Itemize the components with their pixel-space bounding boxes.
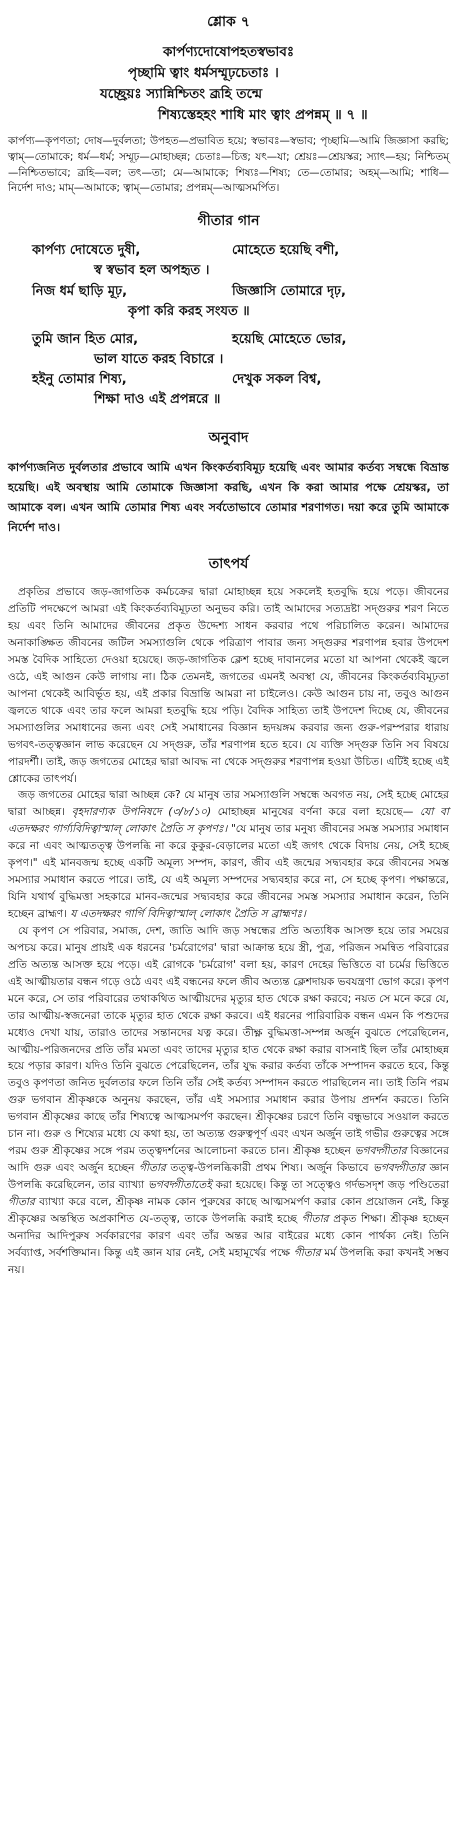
song-text: তুমি জান হিত মোর,	[32, 331, 139, 347]
purport-text-span: মর্ম উপলব্ধি করা কখনই সম্ভব নয়।	[8, 1246, 449, 1276]
song-line	[32, 302, 449, 322]
song-line	[32, 390, 449, 410]
book-title: ভগবদ্গীতার	[373, 1162, 425, 1175]
sanskrit-quote: যো বা এতদক্ষরং গার্গ্যবিদিত্বাস্মাল্ লোকাৎ প্রৈতি স কৃপণঃ।	[8, 806, 449, 836]
song-text: নিজ ধর্ম ছাড়ি মূঢ়,	[32, 283, 128, 299]
verse-line-4: শিষ্যস্তেহহং শাধি মাং ত্বাং প্রপন্নম্ ॥ ৭ ॥	[158, 106, 368, 123]
book-title: ভগবদ্গীতার	[354, 1145, 407, 1158]
verse-line-1: কার্পণ্যদোষোপহতস্বভাবঃ	[162, 44, 295, 60]
verse-line-3: যচ্ছ্রেয়ঃ স্যান্নিশ্চিতং ব্রূহি তন্মে	[100, 85, 263, 102]
book-title: ভগবদ্গীতাতেই	[148, 1179, 212, 1191]
song-text: দেখুক সকল বিশ্ব,	[232, 372, 322, 388]
song-line	[32, 282, 449, 302]
song-line	[32, 330, 449, 350]
purport-text-span: "যে মানুষ তার মনুষ্য জীবনের সমস্ত সমস্যার সমাধান করে না এবং আত্মতত্ত্ব উপলব্ধি না করে কুকুর-বেড়ালের মতো এই জগৎ থেকে বিদায় নেয়, সেই হচ্ছে কৃপণ।" এই মানবজন্ম হচ্ছে একটি অমূল্য সম্পদ, কারণ, জীব এই জন্মের সদ্ব্যবহার করে জীবনের সমস্ত সমস্যার সমাধান করতে পারে। তাই, যে এই অমূল্য সম্পদের সদ্ব্যবহার করে না, সে হচ্ছে কৃপণ। পক্ষান্তরে, যিনি যথার্থ বুদ্ধিমত্তা সহকারে মানব-জন্মের সদ্ব্যবহার করে জীবনের সমস্ত সমস্যার সমাধান করেন, তিনি হচ্ছেন ব্রাহ্মণ।	[8, 823, 449, 920]
song-line	[32, 370, 449, 390]
song-heading: গীতার গান	[197, 213, 260, 230]
purport-text-span: বিজ্ঞানের আদি গুরু এবং অর্জুন হচ্ছেন	[8, 1145, 449, 1175]
verse-number: শ্লোক ৭	[207, 14, 250, 30]
book-title: গীতার	[293, 1246, 321, 1259]
song-line	[32, 350, 449, 370]
song-text: ভাল যাতে করহ বিচারে ।	[94, 352, 224, 368]
purport-text-span: জড় জগতের মোহের দ্বারা আচ্ছন্ন কে? যে মানুষ তার সমস্যাগুলি সম্বন্ধে অবগত নয়, সেই হচ্ছে মোহের দ্বারা আচ্ছন্ন।	[8, 789, 449, 819]
song-text: হইনু তোমার শিষ্য,	[32, 372, 127, 388]
scripture-reference: বৃহদারণ্যক উপনিষদে (৩/৮/১০)	[71, 806, 212, 819]
song-text: কার্পণ্য দোষেতে দুষী,	[32, 243, 141, 259]
song-line	[32, 241, 449, 261]
purport-text-span: মোহাচ্ছন্ন মানুষের বর্ণনা করে বলা হয়েছে—	[217, 806, 414, 819]
sanskrit-verse	[8, 42, 449, 126]
song-text: মোহেতে হয়েছি বশী,	[232, 243, 340, 259]
sanskrit-quote: য এতদক্ষরং গার্গি বিদিত্বাস্মাল্ লোকাৎ প্রৈতি স ব্রাহ্মণঃ।	[70, 908, 306, 920]
purport-text-span: তত্ত্ব-উপলব্ধিকারী প্রথম শিষ্য। অর্জুন কিভাবে	[170, 1162, 369, 1175]
song-line	[32, 261, 449, 281]
book-title: গীতার	[301, 1212, 329, 1225]
purport-text-span: জ্ঞান উপলব্ধি করেছিলেন, তার ব্যাখ্যা	[8, 1162, 449, 1191]
purport-text-span: প্রকৃত শিক্ষা। শ্রীকৃষ্ণ হচ্ছেন অনাদির আদিপুরুষ সর্বকারণের কারণ এবং তাঁর অন্তর আর বাইরের মধ্যে কোন পার্থক্য নেই। তিনি সর্বব্যাপ্ত, সর্বশক্তিমান। কিন্তু এই জ্ঞান যার নেই, সেই মহামূর্খের পক্ষে	[8, 1212, 449, 1259]
purport-paragraph-2	[8, 787, 449, 923]
synonyms: কার্পণ্য—কৃপণতা; দোষ—দুর্বলতা; উপহত—প্রভাবিত হয়ে; স্বভাবঃ—স্বভাব; পৃচ্ছামি—আমি জিজ্ঞাসা করছি; ত্বাম্—তোমাকে; ধর্ম—ধর্ম; সম্মূঢ়—মোহাচ্ছন্ন; চেতাঃ—চিত্ত; যৎ—যা; শ্রেয়ঃ—শ্রেয়স্কর; স্যাৎ—হয়; নিশ্চিতম্—নিশ্চিতভাবে; ব্রূহি—বল; তৎ—তা; মে—আমাকে; শিষ্যঃ—শিষ্য; তে—তোমার; অহম্—আমি; শাধি—নির্দেশ দাও; মাম্—আমাকে; ত্বাম্—তোমার; প্রপন্নম্—আত্মসমর্পিত।	[8, 134, 449, 195]
purport-text-span: যে কৃপণ সে পরিবার, সমাজ, দেশ, জাতি আদি জড় সম্বন্ধের প্রতি অত্যধিক আসক্ত হয়ে তার সময়ের অপচয় করে। মানুষ প্রায়ই এক ধরনের 'চর্মরোগের' দ্বারা আক্রান্ত হয়ে স্ত্রী, পুত্র, পরিজন সমন্বিত পরিবারের প্রতি অত্যন্ত আসক্ত হয়ে পড়ে। এই রোগকে 'চর্মরোগ' বলা হয়, কারণ দেহের ভিত্তিতে বা চর্মের ভিত্তিতে এই আত্মীয়তার বন্ধন গড়ে ওঠে এবং এই বন্ধনের ফলে জীব অত্যন্ত ক্লেশদায়ক ভবযন্ত্রণা ভোগ করে। কৃপণ মনে করে, সে তার পরিবারের তথাকথিত আত্মীয়দের মৃত্যুর হাত থেকে রক্ষা করবে; নয়ত সে মনে করে যে, তার আত্মীয়-স্বজনেরা তাকে মৃত্যুর হাত থেকে রক্ষা করবে। এই ধরনের পারিবারিক বন্ধন এমন কি পশুদের মধ্যেও দেখা যায়, তারাও তাদের সন্তানদের যত্ন করে। তীক্ষ্ণ বুদ্ধিমত্তা-সম্পন্ন অর্জুন বুঝতে পেরেছিলেন, আত্মীয়-পরিজনদের প্রতি তাঁর মমতা এবং তাদের মৃত্যুর হাত থেকে রক্ষা করার বাসনাই ছিল তাঁর মোহাচ্ছন্ন হয়ে পড়ার কারণ। যদিও তিনি বুঝতে পেরেছিলেন, তাঁর যুদ্ধ করার কর্তব্য তাঁকে সম্পাদন করতে হবে, কিন্তু তবুও কৃপণতা জনিত দুর্বলতার ফলে তিনি তাঁর সেই কর্তব্য সম্পাদন করতে পারছিলেন না। তাই তিনি পরম গুরু ভগবান শ্রীকৃষ্ণকে অনুনয় করছেন, তাঁর এই সমস্যার সমাধান করার উপায় প্রদর্শন করতে। তিনি ভগবান শ্রীকৃষ্ণের কাছে তাঁর শিষ্যত্বে আত্মসমর্পণ করছেন। শ্রীকৃষ্ণের চরণে তিনি বন্ধুভাবে সওয়াল করতে চান না। গুরু ও শিষ্যের মধ্যে যে কথা হয়, তা অত্যন্ত গুরুত্বপূর্ণ এবং এখন অর্জুন তাই গভীর গুরুত্বের সঙ্গে পরম গুরু শ্রীকৃষ্ণের সঙ্গে পরম তত্ত্বদর্শনের আলোচনা করতে চান। শ্রীকৃষ্ণ হচ্ছেন	[8, 924, 449, 1158]
verse-line-2: পৃচ্ছামি ত্বাং ধর্মসম্মূঢ়চেতাঃ ।	[128, 64, 279, 81]
purport-paragraph-3	[8, 923, 449, 1279]
song-text: জিজ্ঞাসি তোমারে দৃঢ়,	[232, 283, 346, 299]
song-text: হয়েছি মোহেতে ভোর,	[232, 331, 347, 347]
purport-text	[8, 584, 449, 1278]
song-text: শিক্ষা দাও এই প্রপন্নরে ॥	[94, 392, 221, 408]
document-page	[8, 0, 449, 1279]
song-text: কৃপা করি করহ সংযত ॥	[128, 303, 250, 319]
purport-text-span: ব্যাখ্যা করে বলে, শ্রীকৃষ্ণ নামক কোন পুরুষের কাছে আত্মসমর্পণ করার কোন প্রয়োজন নেই, কিন্তু শ্রীকৃষ্ণের অন্তস্থিত অপ্রকাশিত যে-তত্ত্ব, তাকে উপলব্ধি করাই হচ্ছে	[8, 1195, 449, 1225]
purport-heading: তাৎপর্য	[208, 556, 249, 573]
purport-text-span: করা হয়েছে। কিন্তু তা সত্ত্বেও গর্দভসদৃশ জড় পণ্ডিতেরা	[215, 1179, 450, 1191]
purport-paragraph-1: প্রকৃতির প্রভাবে জড়-জাগতিক কর্মচক্রের দ্বারা মোহাচ্ছন্ন হয়ে সকলেই হতবুদ্ধি হয়ে পড়ে। জীবনের প্রতিটি পদক্ষেপে আমরা এই কিংকর্তব্যবিমূঢ়তা অনুভব করি। তাই আমাদের সত্যদ্রষ্টা সদ্গুরুর শরণ নিতে হয় এবং তিনি আমাদের জীবনের প্রকৃত উদ্দেশ্য সাধন করবার পথে পরিচালিত করেন। আমাদের অনাকাঙ্ক্ষিত জীবনের জটিল সমস্যাগুলি থেকে পরিত্রাণ পাবার জন্য সদ্গুরুর শরণাপন্ন হবার উপদেশ সমস্ত বৈদিক সাহিত্যে দেওয়া হয়েছে। জড়-জাগতিক ক্লেশ হচ্ছে দাবানলের মতো যা আপনা থেকেই জ্বলে ওঠে, এই আগুন কেউ লাগায় না। ঠিক তেমনই, জগতের এমনই অবস্থা যে, জীবনের কিংকর্তব্যবিমূঢ়তা আপনা থেকেই আবির্ভূত হয়, এই প্রকার বিভ্রান্তি আমরা না চাইলেও। কেউ আগুন চায় না, তবুও আগুন জ্বলতে থাকে এবং তার ফলে আমরা হতবুদ্ধি হয়ে পড়ি। বৈদিক সাহিত্য তাই উপদেশ দিচ্ছে যে, জীবনের সমস্যাগুলির সমাধানের জন্য এবং সেই সমাধানের বিজ্ঞান হৃদয়ঙ্গম করবার জন্য গুরু-পরম্পরার ধারায় ভগবৎ-তত্ত্বজ্ঞান লাভ করেছেন যে সদ্গুরু, তাঁর শরণাপন্ন হতে হবে। যে ব্যক্তি সদ্গুরু তিনি সব বিষয়ে পারদর্শী। তাই, জড় জগতের মোহের দ্বারা আবদ্ধ না থেকে সদ্গুরুর শরণাপন্ন হওয়া উচিত। এটিই হচ্ছে এই শ্লোকের তাৎপর্য।	[8, 586, 449, 785]
gitar-gan-song	[8, 241, 449, 410]
translation-text: কার্পণ্যজনিত দুর্বলতার প্রভাবে আমি এখন কিংকর্তব্যবিমূঢ় হয়েছি এবং আমার কর্তব্য সম্বন্ধে বিভ্রান্ত হয়েছি। এই অবস্থায় আমি তোমাকে জিজ্ঞাসা করছি, এখন কি করা আমার পক্ষে শ্রেয়স্কর, তা আমাকে বল। এখন আমি তোমার শিষ্য এবং সর্বতোভাবে তোমার শরণাগত। দয়া করে তুমি আমাকে নির্দেশ দাও।	[8, 461, 449, 535]
translation-heading: অনুবাদ	[208, 430, 249, 447]
book-title: গীতার	[139, 1162, 166, 1175]
book-title: গীতার	[8, 1195, 35, 1208]
song-text: স্ব স্বভাব হল অপহৃত ।	[94, 263, 210, 279]
